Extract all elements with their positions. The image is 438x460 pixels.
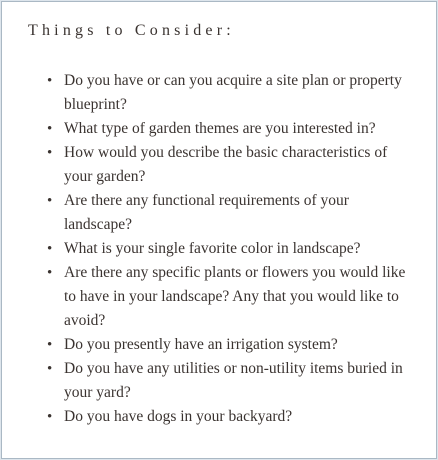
list-item <box>2 261 416 333</box>
bullet-icon: • <box>47 121 53 137</box>
bullet-icon: • <box>47 265 53 281</box>
list-item <box>2 189 416 237</box>
list-item-text: What is your single favorite color in landscape? <box>64 240 361 257</box>
considerations-list <box>2 69 416 429</box>
bullet-icon: • <box>47 361 53 377</box>
list-item <box>2 69 416 117</box>
bullet-icon: • <box>47 337 53 353</box>
bullet-icon: • <box>47 145 53 161</box>
bullet-icon: • <box>47 409 53 425</box>
panel-heading: Things to Consider: <box>28 22 235 39</box>
considerations-panel <box>1 1 437 459</box>
list-item-text: Are there any functional requirements of your landscape? <box>64 192 349 233</box>
list-item-text: Do you have or can you acquire a site plan or property blueprint? <box>64 72 402 113</box>
bullet-icon: • <box>47 193 53 209</box>
list-item <box>2 357 416 405</box>
bullet-icon: • <box>47 73 53 89</box>
list-item-text: Do you have any utilities or non-utility items buried in your yard? <box>64 360 403 401</box>
list-item-text: Do you have dogs in your backyard? <box>64 408 293 425</box>
list-item <box>2 405 416 429</box>
list-item <box>2 141 416 189</box>
list-item-text: What type of garden themes are you interested in? <box>64 120 376 137</box>
list-item-text: Are there any specific plants or flowers you would like to have in your landscape? Any that you would like to avoid? <box>64 264 406 329</box>
list-item-text: Do you presently have an irrigation system? <box>64 336 338 353</box>
bullet-icon: • <box>47 241 53 257</box>
list-item-text: How would you describe the basic characteristics of your garden? <box>64 144 388 185</box>
list-item <box>2 333 416 357</box>
list-item <box>2 117 416 141</box>
list-item <box>2 237 416 261</box>
